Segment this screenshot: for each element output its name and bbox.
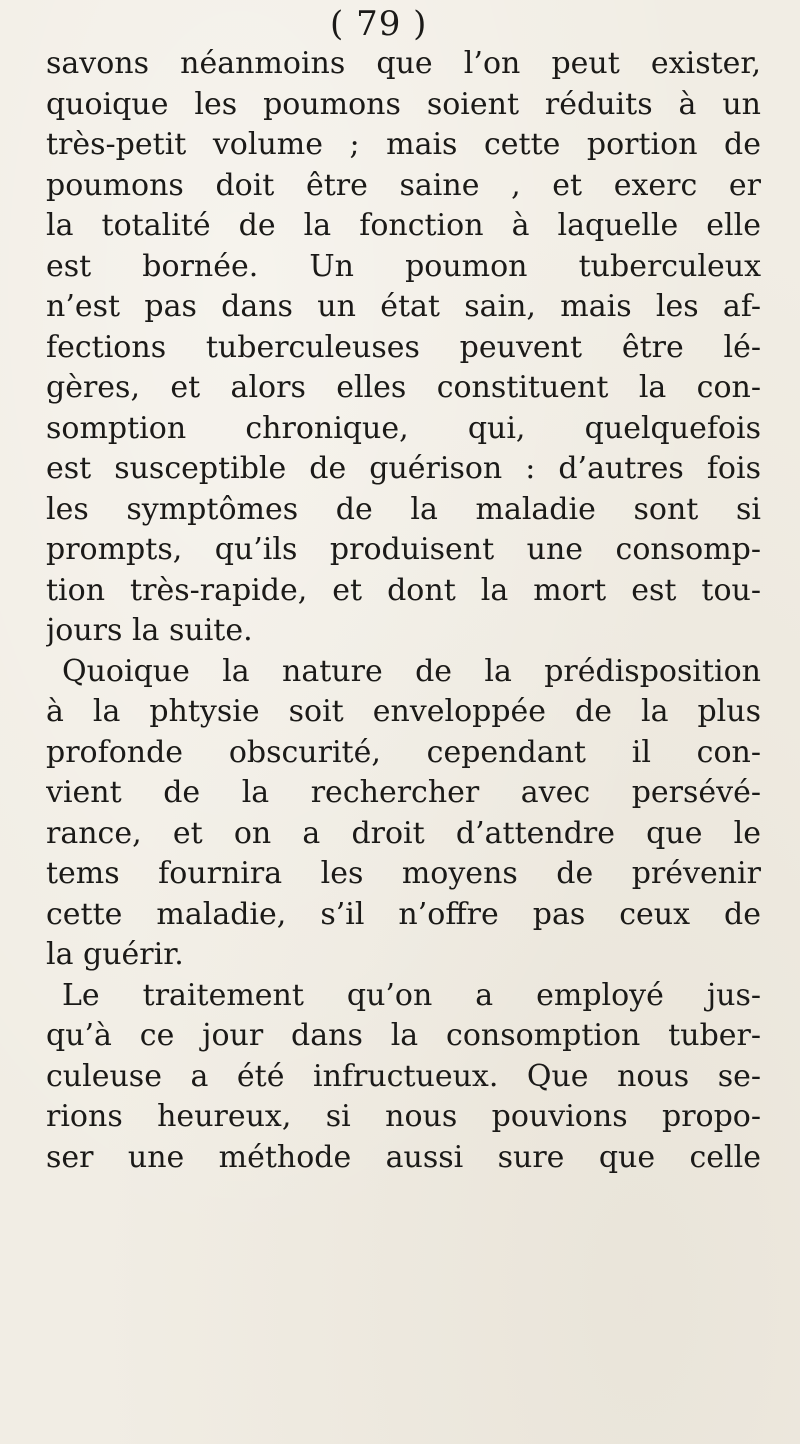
text-line: culeuse a été infructueux. Que nous se- (46, 1058, 761, 1094)
text-line: poumons doit être saine , et exerc er (46, 167, 761, 203)
text-line: très-petit volume ; mais cette portion de (46, 127, 761, 162)
text-line: rance, et on a droit d’attendre que le (46, 815, 761, 851)
page-number: ( 79 ) (330, 4, 428, 44)
text-line: gères, et alors elles constituent la con- (46, 370, 761, 405)
text-line: fections tuberculeuses peuvent être lé- (46, 329, 761, 365)
text-line: la guérir. (46, 937, 184, 972)
text-line: cette maladie, s’il n’offre pas ceux de (46, 896, 761, 932)
text-line: tion très-rapide, et dont la mort est tou- (46, 572, 761, 608)
text-line: profonde obscurité, cependant il con- (46, 734, 761, 770)
text-line: vient de la rechercher avec persévé- (46, 775, 761, 810)
text-line: est susceptible de guérison : d’autres fois (46, 451, 761, 486)
text-line: est bornée. Un poumon tuberculeux (46, 248, 761, 284)
text-line: quoique les poumons soient réduits à un (46, 86, 761, 122)
paragraph-start-line: Le traitement qu’on a employé jus- (62, 977, 761, 1013)
text-line: savons néanmoins que l’on peut exister, (46, 46, 761, 81)
text-line: n’est pas dans un état sain, mais les af- (46, 289, 761, 324)
text-line: tems fournira les moyens de prévenir (46, 856, 761, 891)
text-line: somption chronique, qui, quelquefois (46, 410, 761, 446)
text-line: qu’à ce jour dans la consomption tuber- (46, 1018, 761, 1053)
text-line: ser une méthode aussi sure que celle (46, 1139, 761, 1175)
text-line: rions heureux, si nous pouvions propo- (46, 1099, 761, 1134)
text-line: la totalité de la fonction à laquelle elle (46, 208, 761, 243)
body-text (46, 44, 761, 1178)
text-line: les symptômes de la maladie sont si (46, 491, 761, 527)
paragraph-start-line: Quoique la nature de la prédisposition (62, 653, 761, 689)
text-line: jours la suite. (46, 613, 253, 648)
text-line: à la phtysie soit enveloppée de la plus (46, 694, 761, 729)
text-line: prompts, qu’ils produisent une consomp- (46, 532, 761, 567)
